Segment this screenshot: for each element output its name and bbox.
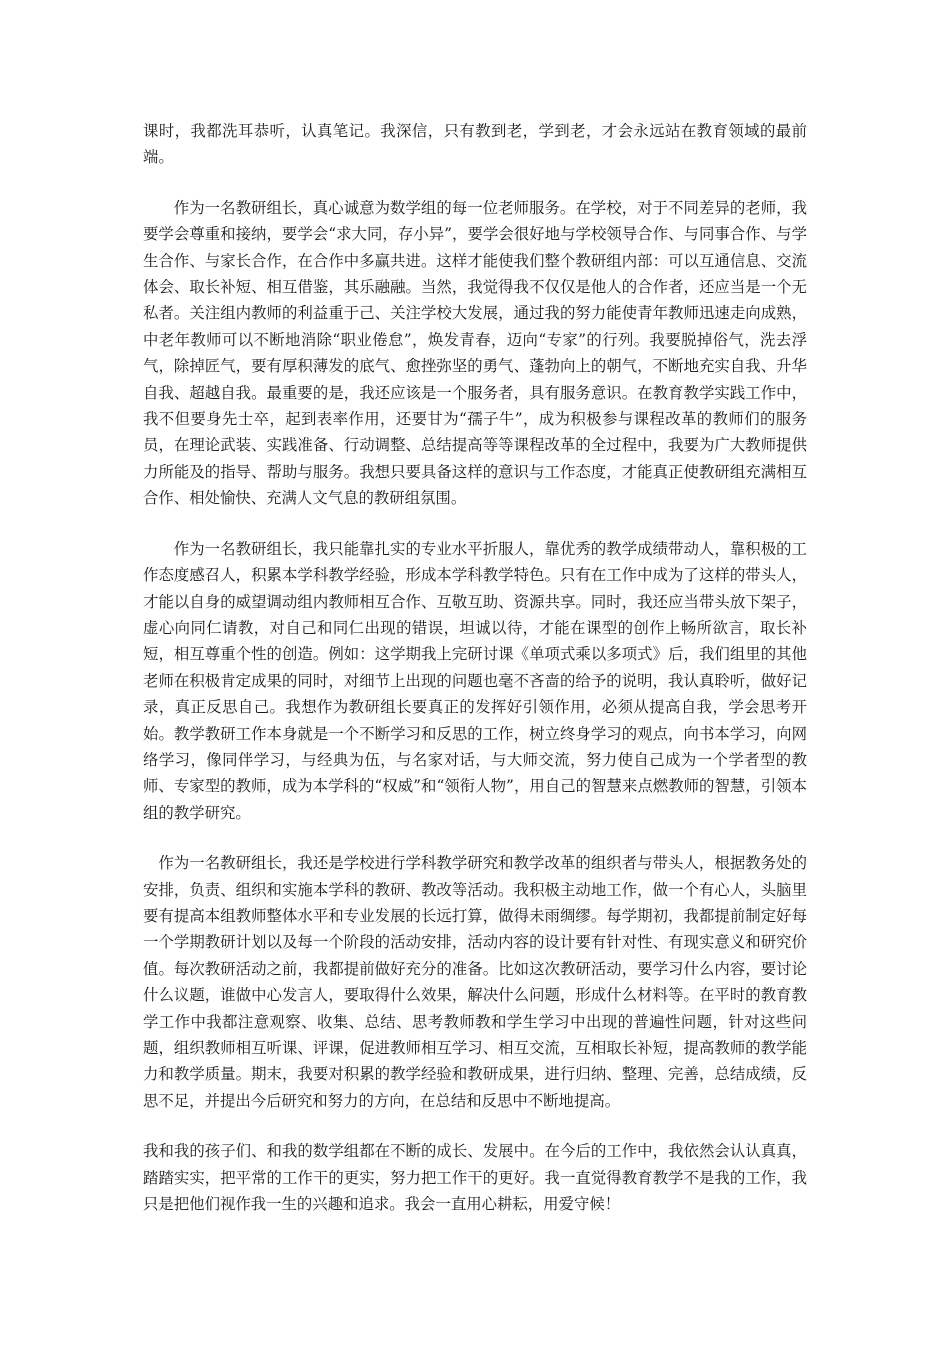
paragraph-conclusion: 我和我的孩子们、和我的数学组都在不断的成长、发展中。在今后的工作中，我依然会认认真真，踏踏实实，把平常的工作干的更实，努力把工作干的更好。我一直觉得教育教学不是我的工作，我只是把他们视作我一生的兴趣和追求。我会一直用心耕耘，用爱守候！ [143,1142,807,1214]
document-body [143,118,807,1241]
paragraph-continuation: 课时，我都洗耳恭听，认真笔记。我深信，只有教到老，学到老，才会永远站在教育领域的最前端。 [143,122,807,167]
paragraph-organizer: 作为一名教研组长，我还是学校进行学科教学研究和教学改革的组织者与带头人，根据教务处的安排，负责、组织和实施本学科的教研、教改等活动。我积极主动地工作，做一个有心人，头脑里要有提高本组教师整体水平和专业发展的长远打算，做得未雨绸缪。每学期初，我都提前制定好每一个学期教研计划以及每一个阶段的活动安排，活动内容的设计要有针对性、有现实意义和研究价值。每次教研活动之前，我都提前做好充分的准备。比如这次教研活动，要学习什么内容，要讨论什么议题，谁做中心发言人，要取得什么效果，解决什么问题，形成什么材料等。在平时的教育教学工作中我都注意观察、收集、总结、思考教师教和学生学习中出现的普遍性问题，针对这些问题，组织教师相互听课、评课，促进教师相互学习、相互交流，互相取长补短，提高教师的教学能力和教学质量。期末，我要对积累的教学经验和教研成果，进行归纳、整理、完善，总结成绩，反思不足，并提出今后研究和努力的方向，在总结和反思中不断地提高。 [143,854,807,1110]
paragraph-service: 作为一名教研组长，真心诚意为数学组的每一位老师服务。在学校，对于不同差异的老师，我要学会尊重和接纳，要学会“求大同，存小异”，要学会很好地与学校领导合作、与同事合作、与学生合作、与家长合作，在合作中多赢共进。这样才能使我们整个教研组内部：可以互通信息、交流体会、取长补短、相互借鉴，其乐融融。当然，我觉得我不仅仅是他人的合作者，还应当是一个无私者。关注组内教师的利益重于己、关注学校大发展，通过我的努力能使青年教师迅速走向成熟，中老年教师可以不断地消除“职业倦怠”，焕发青春，迈向“专家”的行列。我要脱掉俗气，洗去浮气，除掉匠气，要有厚积薄发的底气、愈挫弥坚的勇气、蓬勃向上的朝气，不断地充实自我、升华自我、超越自我。最重要的是，我还应该是一个服务者，具有服务意识。在教育教学实践工作中，我不但要身先士卒，起到表率作用，还要甘为“孺子牛”，成为积极参与课程改革的教师们的服务员，在理论武装、实践准备、行动调整、总结提高等等课程改革的全过程中，我要为广大教师提供力所能及的指导、帮助与服务。我想只要具备这样的意识与工作态度，才能真正使教研组充满相互合作、相处愉快、充满人文气息的教研组氛围。 [143,198,807,508]
paragraph-leadership: 作为一名教研组长，我只能靠扎实的专业水平折服人，靠优秀的教学成绩带动人，靠积极的工作态度感召人，积累本学科教学经验，形成本学科教学特色。只有在工作中成为了这样的带头人，才能以自身的威望调动组内教师相互合作、互敬互助、资源共享。同时，我还应当带头放下架子，虚心向同仁请教，对自己和同仁出现的错误，坦诚以待，才能在课型的创作上畅所欲言，取长补短，相互尊重个性的创造。例如：这学期我上完研讨课《单项式乘以多项式》后，我们组里的其他老师在积极肯定成果的同时，对细节上出现的问题也毫不吝啬的给予的说明，我认真聆听，做好记录，真正反思自己。我想作为教研组长要真正的发挥好引领作用，必须从提高自我，学会思考开始。教学教研工作本身就是一个不断学习和反思的工作，树立终身学习的观点，向书本学习，向网络学习，像同伴学习，与经典为伍，与名家对话，与大师交流，努力使自己成为一个学者型的教师、专家型的教师，成为本学科的“权威”和“领衔人物”，用自己的智慧来点燃教师的智慧，引领本组的教学研究。 [143,539,807,822]
